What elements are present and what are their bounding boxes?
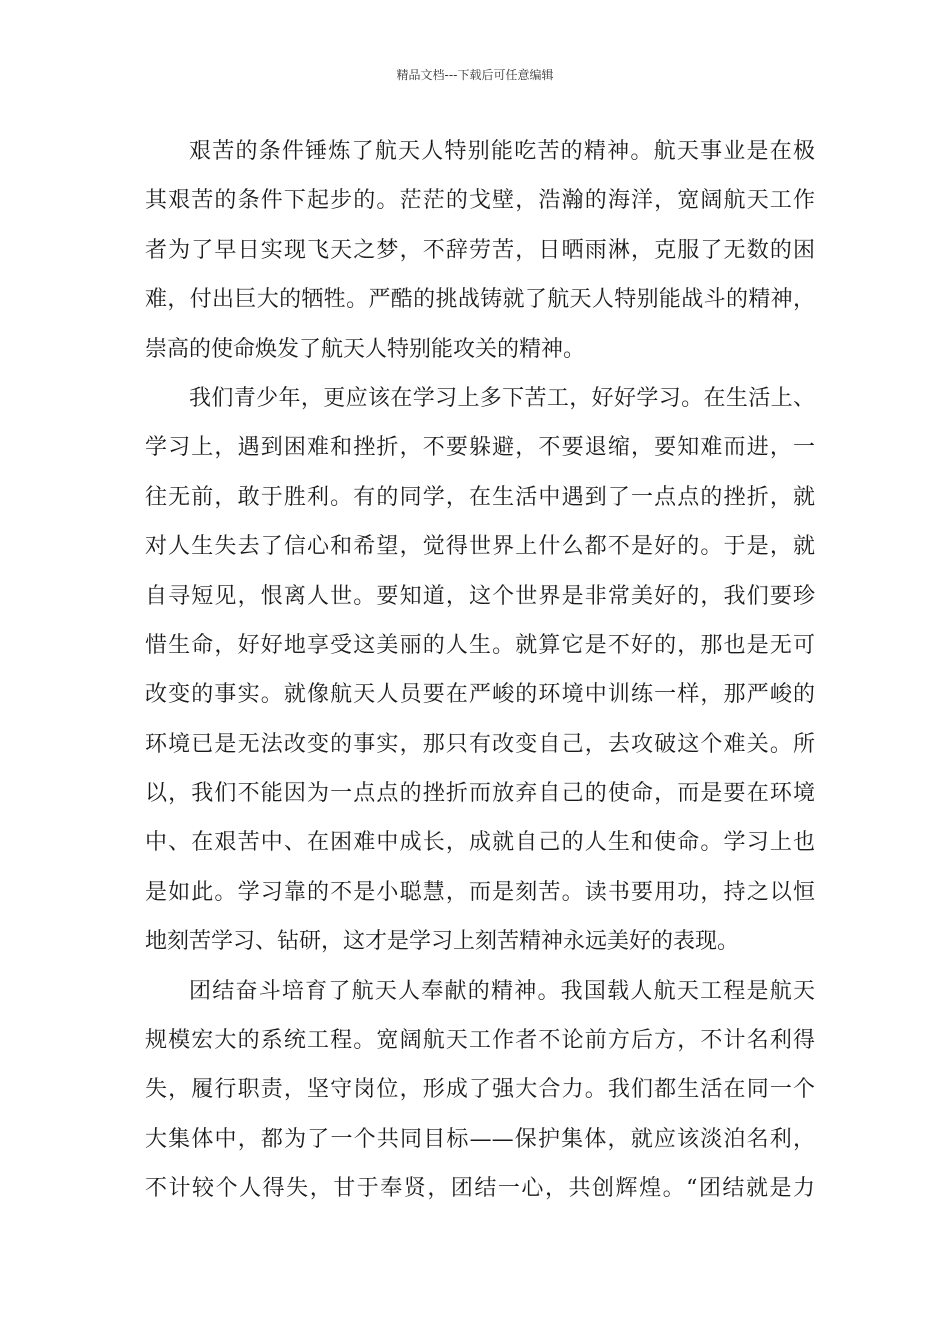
text-line: 其艰苦的条件下起步的。茫茫的戈壁，浩瀚的海洋，宽阔航天工作 [145, 188, 815, 214]
text-line: 惜生命，好好地享受这美丽的人生。就算它是不好的，那也是无可 [145, 632, 815, 658]
paragraph-3 [145, 967, 815, 1214]
text-line: 不计较个人得失，甘于奉贤，团结一心，共创辉煌。“团结就是力 [145, 1176, 815, 1202]
page-header: 精品文档---下载后可任意编辑 [396, 68, 554, 82]
text-line: 地刻苦学习、钻研，这才是学习上刻苦精神永远美好的表现。 [145, 929, 740, 955]
text-line: 大集体中，都为了一个共同目标——保护集体，就应该淡泊名利， [145, 1126, 815, 1152]
text-line: 我们青少年，更应该在学习上多下苦工，好好学习。在生活上、 [189, 385, 815, 411]
paragraph-1 [145, 127, 815, 374]
text-line: 是如此。学习靠的不是小聪慧，而是刻苦。读书要用功，持之以恒 [145, 879, 815, 905]
text-line: 以，我们不能因为一点点的挫折而放弃自己的使命，而是要在环境 [145, 781, 815, 807]
text-line: 自寻短见，恨离人世。要知道，这个世界是非常美好的，我们要珍 [145, 583, 815, 609]
text-line: 学习上，遇到困难和挫折，不要躲避，不要退缩，要知难而进，一 [145, 435, 815, 461]
text-line: 环境已是无法改变的事实，那只有改变自己，去攻破这个难关。所 [145, 731, 815, 757]
text-line: 难，付出巨大的牺牲。严酷的挑战铸就了航天人特别能战斗的精神， [145, 287, 815, 313]
text-line: 崇高的使命焕发了航天人特别能攻关的精神。 [145, 336, 586, 362]
text-line: 往无前，敢于胜利。有的同学，在生活中遇到了一点点的挫折，就 [145, 484, 815, 510]
text-line: 规模宏大的系统工程。宽阔航天工作者不论前方后方，不计名利得 [145, 1028, 815, 1054]
text-line: 中、在艰苦中、在困难中成长，成就自己的人生和使命。学习上也 [145, 830, 815, 856]
document-body [145, 127, 815, 1214]
text-line: 对人生失去了信心和希望，觉得世界上什么都不是好的。于是，就 [145, 534, 815, 560]
text-line: 失，履行职责，坚守岗位，形成了强大合力。我们都生活在同一个 [145, 1077, 815, 1103]
text-line: 艰苦的条件锤炼了航天人特别能吃苦的精神。航天事业是在极 [189, 139, 815, 164]
text-line: 团结奋斗培育了航天人奉献的精神。我国载人航天工程是航天 [189, 978, 815, 1004]
text-line: 者为了早日实现飞天之梦，不辞劳苦，日晒雨淋，克服了无数的困 [145, 237, 815, 263]
text-line: 改变的事实。就像航天人员要在严峻的环境中训练一样，那严峻的 [145, 682, 815, 708]
paragraph-2 [145, 374, 815, 967]
